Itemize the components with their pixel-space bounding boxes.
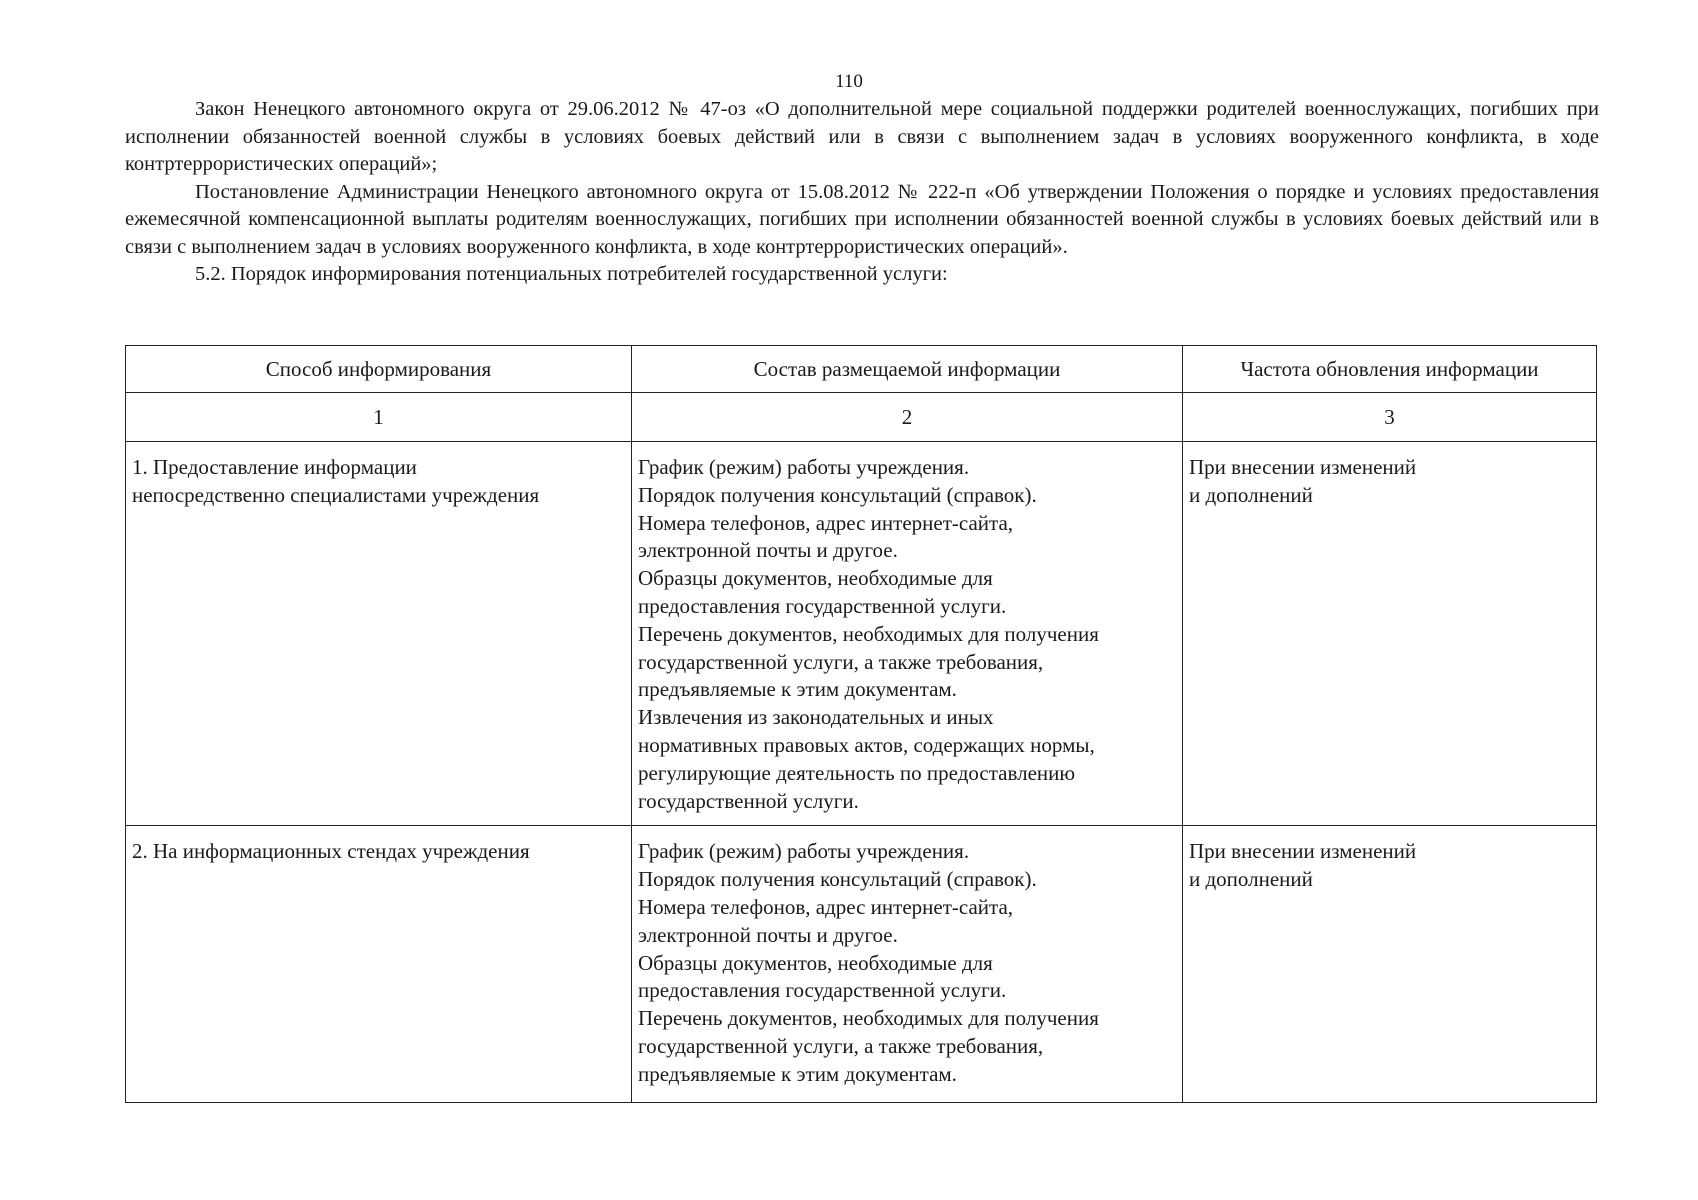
frequency-cell	[1183, 826, 1597, 1103]
cell-line: При внесении изменений	[1189, 839, 1417, 864]
cell-line: Номера телефонов, адрес интернет-сайта,	[638, 510, 1014, 535]
method-cell	[126, 442, 632, 826]
column-number-3: 3	[1183, 393, 1597, 442]
table-number-row	[126, 393, 1597, 442]
cell-line: 2. На информационных стендах учреждения	[132, 839, 530, 864]
intro-text	[125, 96, 1599, 289]
cell-line: государственной услуги, а также требования,	[638, 1033, 1044, 1058]
page-number: 110	[835, 71, 863, 92]
cell-line: предоставления государственной услуги.	[638, 978, 1007, 1003]
cell-line: Образцы документов, необходимые для	[638, 950, 993, 975]
table-header-row	[126, 346, 1597, 393]
cell-line: Образцы документов, необходимые для	[638, 566, 993, 591]
intro-paragraph-section-5-2: 5.2. Порядок информирования потенциальных потребителей государственной услуги:	[195, 263, 948, 285]
cell-line: предъявляемые к этим документам.	[638, 677, 957, 702]
frequency-cell	[1183, 442, 1597, 826]
cell-line: Перечень документов, необходимых для получения	[638, 621, 1099, 646]
cell-line: Перечень документов, необходимых для получения	[638, 1006, 1099, 1031]
header-method: Способ информирования	[126, 346, 632, 393]
cell-line: 1. Предоставление информации	[132, 455, 417, 479]
cell-line: Номера телефонов, адрес интернет-сайта,	[638, 894, 1014, 919]
intro-paragraph-resolution: Постановление Администрации Ненецкого автономного округа от 15.08.2012 № 222-п «Об утверждении Положения о порядке и условиях предоставления ежемесячной компенсационной выплаты родителям военнослужащих, погибших при исполнении обязанностей военной службы в условиях боевых действий или в связи с выполнением задач в условиях вооруженного конфликта, в ходе контртеррористических операций».	[125, 180, 1599, 258]
cell-line: График (режим) работы учреждения.	[638, 455, 970, 479]
content-cell	[632, 442, 1183, 826]
cell-line: График (режим) работы учреждения.	[638, 839, 970, 864]
cell-line: регулирующие деятельность по предоставлению	[638, 760, 1076, 785]
cell-line: Извлечения из законодательных и иных	[638, 705, 994, 730]
cell-line: непосредственно специалистами учреждения	[132, 482, 540, 507]
cell-line: Порядок получения консультаций (справок).	[638, 867, 1037, 892]
header-content: Состав размещаемой информации	[632, 346, 1183, 393]
content-cell	[632, 826, 1183, 1103]
column-number-1: 1	[126, 393, 632, 442]
cell-line: государственной услуги.	[638, 788, 859, 813]
cell-line: и дополнений	[1189, 482, 1313, 507]
cell-line: электронной почты и другое.	[638, 538, 898, 563]
cell-line: государственной услуги, а также требования,	[638, 649, 1044, 674]
table-row	[126, 826, 1597, 1103]
header-frequency: Частота обновления информации	[1183, 346, 1597, 393]
table-row	[126, 442, 1597, 826]
cell-line: предъявляемые к этим документам.	[638, 1061, 957, 1086]
information-methods-table	[125, 345, 1597, 1103]
cell-line: электронной почты и другое.	[638, 922, 898, 947]
intro-paragraph-law: Закон Ненецкого автономного округа от 29.06.2012 № 47-оз «О дополнительной мере социальной поддержки родителей военнослужащих, погибших при исполнении обязанностей военной службы в условиях боевых действий или в связи с выполнением задач в условиях вооруженного конфликта, в ходе контртеррористических операций»;	[125, 98, 1599, 175]
cell-line: нормативных правовых актов, содержащих нормы,	[638, 732, 1095, 757]
cell-line: и дополнений	[1189, 867, 1313, 892]
cell-line: Порядок получения консультаций (справок).	[638, 482, 1037, 507]
cell-line: предоставления государственной услуги.	[638, 593, 1007, 618]
column-number-2: 2	[632, 393, 1183, 442]
cell-line: При внесении изменений	[1189, 455, 1417, 479]
method-cell	[126, 826, 632, 1103]
